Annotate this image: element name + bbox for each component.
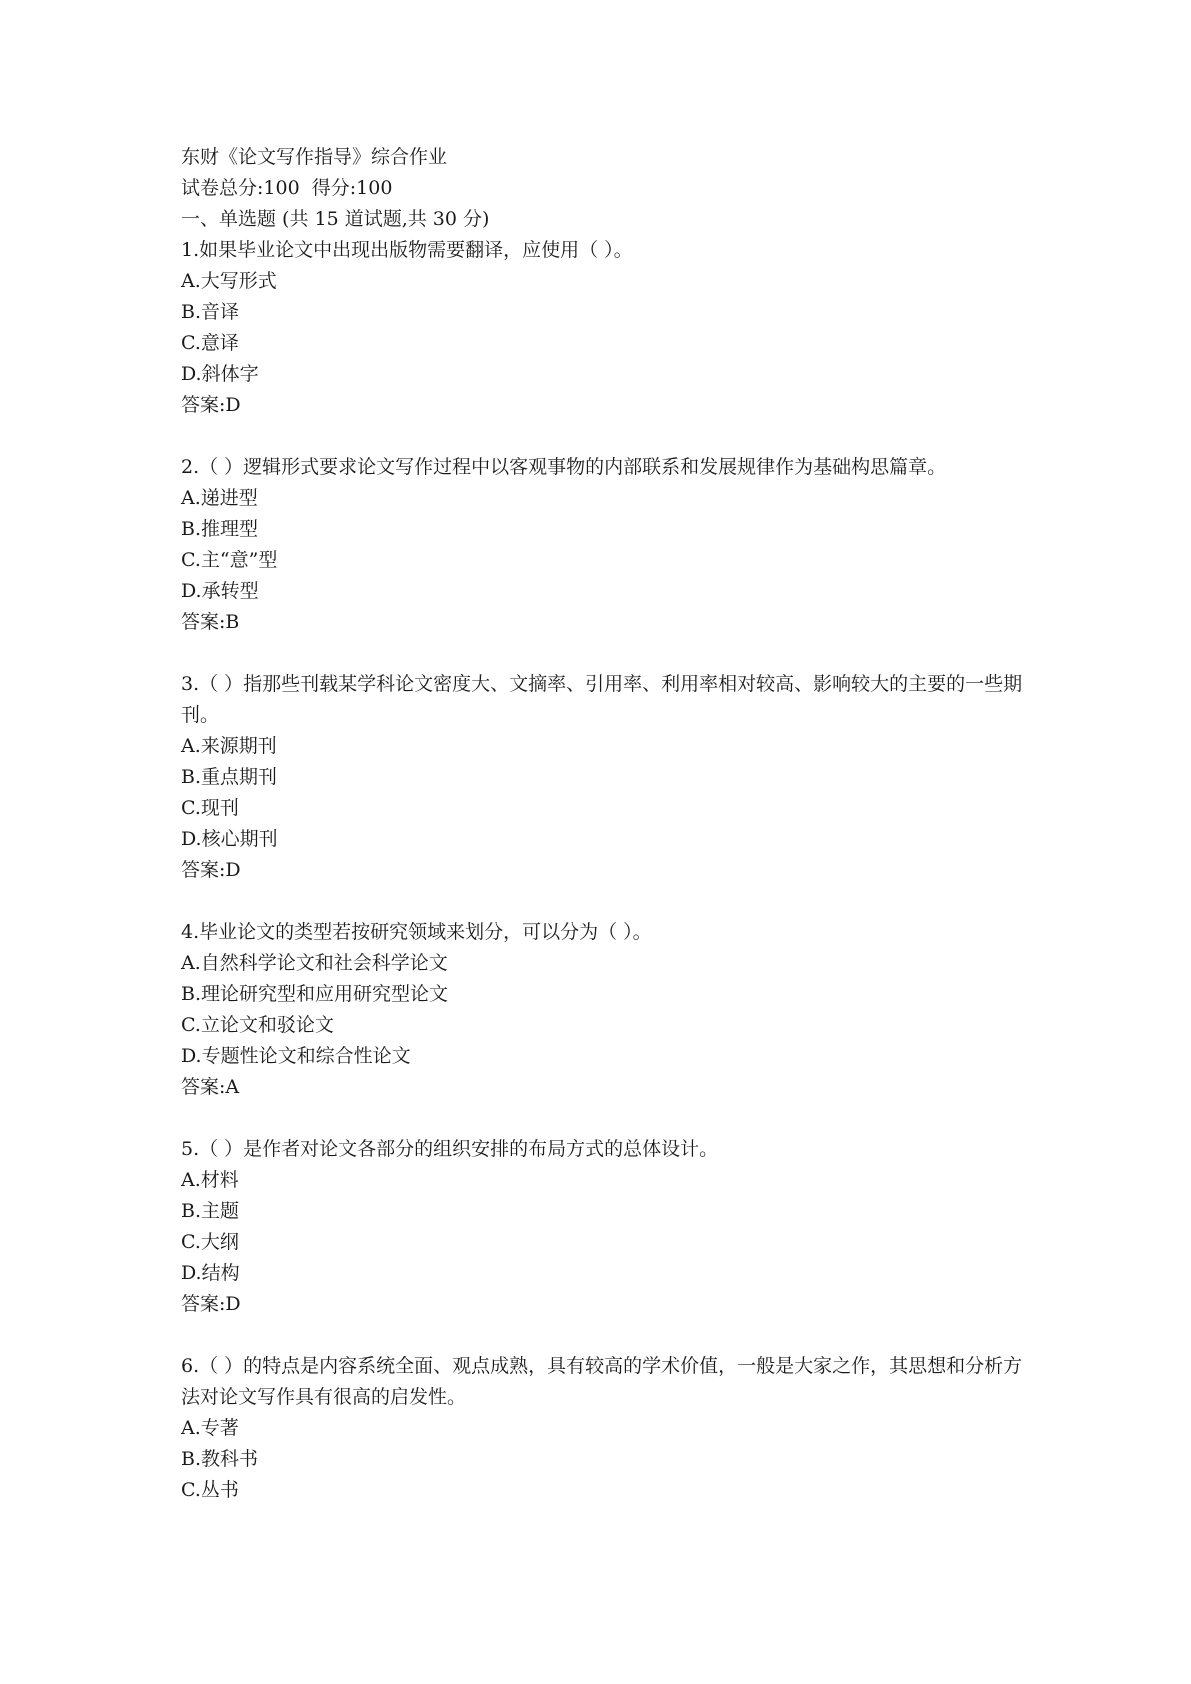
question-1 <box>181 235 1031 421</box>
question-5 <box>181 1134 1031 1320</box>
answer-line: 答案:B <box>181 611 240 633</box>
section-heading: 一、单选题 (共 15 道试题,共 30 分) <box>181 208 490 230</box>
question-stem: 3.（ ）指那些刊载某学科论文密度大、文摘率、引用率、利用率相对较高、影响较大的主要的一些期刊。 <box>181 673 1023 726</box>
option-d: D.核心期刊 <box>181 828 278 850</box>
option-b: B.主题 <box>181 1200 240 1222</box>
option-c: C.立论文和驳论文 <box>181 1014 334 1036</box>
option-b: B.重点期刊 <box>181 766 278 788</box>
document-title: 东财《论文写作指导》综合作业 <box>181 146 448 168</box>
score-line: 试卷总分:100 得分:100 <box>181 177 393 199</box>
question-3 <box>181 669 1031 886</box>
option-b: B.理论研究型和应用研究型论文 <box>181 983 449 1005</box>
answer-line: 答案:A <box>181 1076 240 1098</box>
question-6 <box>181 1351 1031 1506</box>
option-c: C.意译 <box>181 332 239 354</box>
option-a: A.大写形式 <box>181 270 277 292</box>
option-d: D.承转型 <box>181 580 259 602</box>
question-stem: 2.（ ）逻辑形式要求论文写作过程中以客观事物的内部联系和发展规律作为基础构思篇章。 <box>181 456 947 478</box>
option-c: C.丛书 <box>181 1479 239 1501</box>
option-c: C.现刊 <box>181 797 239 819</box>
option-a: A.递进型 <box>181 487 258 509</box>
option-d: D.结构 <box>181 1262 240 1284</box>
question-stem: 1.如果毕业论文中出现出版物需要翻译，应使用（ ）。 <box>181 239 633 261</box>
option-b: B.教科书 <box>181 1448 259 1470</box>
document-page <box>181 142 1031 1506</box>
option-a: A.自然科学论文和社会科学论文 <box>181 952 448 974</box>
question-stem: 6.（ ）的特点是内容系统全面、观点成熟，具有较高的学术价值，一般是大家之作，其思想和分析方法对论文写作具有很高的启发性。 <box>181 1355 1023 1408</box>
option-a: A.来源期刊 <box>181 735 277 757</box>
question-stem: 5.（ ）是作者对论文各部分的组织安排的布局方式的总体设计。 <box>181 1138 719 1160</box>
question-stem: 4.毕业论文的类型若按研究领域来划分，可以分为（ ）。 <box>181 921 652 943</box>
option-c: C.主“意”型 <box>181 549 278 571</box>
answer-line: 答案:D <box>181 859 241 881</box>
option-c: C.大纲 <box>181 1231 239 1253</box>
option-b: B.推理型 <box>181 518 259 540</box>
option-a: A.材料 <box>181 1169 239 1191</box>
answer-line: 答案:D <box>181 394 241 416</box>
question-2 <box>181 452 1031 638</box>
answer-line: 答案:D <box>181 1293 241 1315</box>
question-4 <box>181 917 1031 1103</box>
option-b: B.音译 <box>181 301 240 323</box>
option-d: D.斜体字 <box>181 363 259 385</box>
option-d: D.专题性论文和综合性论文 <box>181 1045 411 1067</box>
option-a: A.专著 <box>181 1417 239 1439</box>
